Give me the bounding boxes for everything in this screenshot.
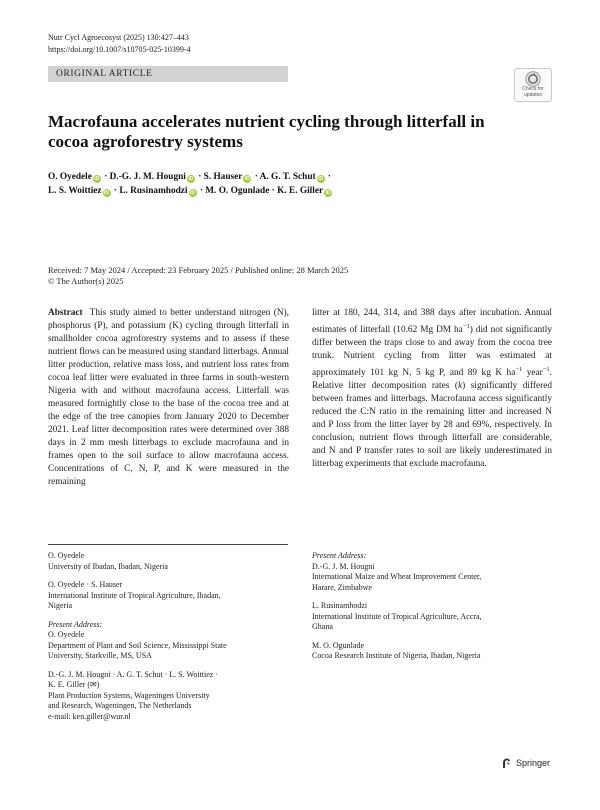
journal-citation: Nutr Cycl Agroecosyst (2025) 130:427–443: [48, 33, 189, 42]
affiliations-right: [312, 551, 557, 670]
orcid-icon[interactable]: iD: [244, 176, 250, 182]
abstract-text: ) significantly differed between frames and litterbags. Macrofauna access significantly reduced the C:N ratio in the remaining litter and increased N and P loss from the litter layer by 28 and 69%, respectively. In conclusion, nutrient flows through litterfall are considerable, and N and P transfer rates to soil are likely underestimated in litterbag experiments that exclude macrofauna.: [312, 381, 552, 470]
affiliation-names: D.-G. J. M. Hougni: [312, 561, 375, 571]
abstract-right-column: [312, 307, 552, 471]
affiliation-block: [312, 601, 557, 633]
author-separator: ·: [327, 172, 332, 182]
doi-link[interactable]: https://doi.org/10.1007/s10705-025-10399-4: [48, 45, 191, 54]
dates-line: Received: 7 May 2024 / Accepted: 23 February 2025 / Published online: 28 March 2025: [48, 265, 349, 275]
author-name[interactable]: O. Oyedele: [48, 172, 92, 182]
superscript: −1: [542, 366, 550, 374]
publication-dates: [48, 265, 348, 287]
orcid-icon[interactable]: iD: [325, 190, 331, 196]
author-separator: ·: [198, 172, 202, 182]
publisher-name: Springer: [516, 758, 551, 768]
affiliation-block: [48, 620, 298, 662]
symbol-k: k: [458, 381, 463, 392]
abstract-text: year: [522, 368, 543, 379]
author-separator: ·: [104, 172, 108, 182]
orcid-icon[interactable]: iD: [104, 190, 110, 196]
orcid-icon[interactable]: iD: [190, 190, 196, 196]
affiliation-block: [48, 580, 298, 612]
orcid-icon[interactable]: iD: [318, 176, 324, 182]
abstract-left-column: [48, 307, 289, 489]
affiliation-line: Nigeria: [48, 601, 72, 610]
affiliation-block: [312, 551, 557, 593]
affiliation-line: Harare, Zimbabwe: [312, 582, 372, 592]
author-separator: ·: [113, 186, 117, 196]
affiliation-block: [48, 551, 298, 572]
affiliation-names: L. Rusinamhodzi: [312, 601, 368, 610]
publisher-logo: [500, 757, 550, 769]
affiliation-line: and Research, Wageningen, The Netherlands: [48, 701, 192, 710]
author-name[interactable]: L. Rusinamhodzi: [119, 186, 188, 196]
author-name[interactable]: L. S. Woittiez: [48, 186, 102, 196]
check-for-updates-badge[interactable]: [514, 68, 552, 102]
affiliation-line: International Maize and Wheat Improvement Center,: [312, 572, 482, 581]
article-type-banner: [48, 66, 288, 82]
check-badge-line2: updates: [524, 91, 542, 98]
present-address-label: Present Address:: [312, 551, 367, 560]
affiliation-names: K. E. Giller (✉): [48, 680, 100, 689]
check-badge-line1: Check for: [522, 86, 544, 92]
affiliation-names: O. Oyedele: [48, 630, 85, 639]
affiliation-line: Plant Production Systems, Wageningen University: [48, 690, 210, 700]
orcid-icon[interactable]: iD: [94, 176, 100, 182]
email-link[interactable]: e-mail: ken.giller@wur.nl: [48, 711, 131, 721]
affiliation-block: [48, 670, 298, 723]
superscript: −1: [515, 366, 523, 374]
affiliation-names: M. O. Ogunlade: [312, 640, 364, 650]
author-name[interactable]: D.-G. J. M. Hougni: [109, 172, 186, 182]
superscript: −1: [462, 323, 470, 330]
affiliation-names: O. Oyedele: [48, 551, 85, 560]
abstract-text: This study aimed to better understand nitrogen (N), phosphorus (P), and potassium (K) cycling through litterfall in smallholder cocoa agroforestry systems and to assess if these nutrient flows can be measured using standard litterbags. Annual litter production, relative mass loss, and nutrient loss rates from cocoa leaf litter were evaluated in three farms in south-western Nigeria with and without macrofauna access. Litterfall was measured fortnightly close to the base of the cocoa tree and at the edge of the tree canopies from January 2020 to December 2021. Leaf litter decomposition rates were determined over 388 days in 2 mm mesh litterbags to exclude macrofauna and in frames open to the soil surface to allow macrofauna access. Concentrations of C, N, P, and K were measured in the remaining: [48, 308, 289, 487]
affiliation-line: University, Starkville, MS, USA: [48, 651, 152, 660]
present-address-label: Present Address:: [48, 619, 103, 629]
affiliations-left: [48, 551, 298, 730]
copyright-line: © The Author(s) 2025: [48, 276, 124, 286]
author-separator: ·: [199, 186, 203, 196]
author-name[interactable]: A. G. T. Schut: [259, 172, 316, 182]
abstract-heading: Abstract: [48, 308, 83, 318]
abstract-text: litter at 180, 244, 314, and 388 days after incubation. Annual estimates of litterfall (10.62 Mg DM ha: [312, 308, 552, 336]
affiliation-line: International Institute of Tropical Agriculture, Ibadan,: [48, 590, 221, 600]
author-list: [48, 170, 558, 198]
article-type-label: ORIGINAL ARTICLE: [56, 69, 153, 79]
article-title: Macrofauna accelerates nutrient cycling through litterfall in cocoa agroforestry systems: [48, 112, 485, 151]
author-name[interactable]: K. E. Giller: [277, 186, 324, 196]
abstract-text: ) did not significantly differ between the traps close to and away from the cocoa tree trunk. Nutrient cycling from litter was estimated at approximately 101 kg N, 5 kg P, and 89 kg K ha: [312, 325, 552, 379]
author-separator: ·: [271, 186, 275, 196]
affiliation-divider-left: [48, 544, 288, 545]
author-name[interactable]: S. Hauser: [203, 172, 243, 182]
affiliation-names: D.-G. J. M. Hougni · A. G. T. Schut · L. S. Woittiez ·: [48, 669, 219, 679]
abstract-text: . Relative litter decomposition rates (: [312, 368, 552, 392]
affiliation-line: Cocoa Research Institute of Nigeria, Ibadan, Nigeria: [312, 651, 481, 660]
check-for-updates-icon: [525, 71, 541, 87]
springer-horse-icon: [500, 757, 512, 769]
affiliation-block: [312, 641, 557, 662]
affiliation-names: O. Oyedele · S. Hauser: [48, 580, 123, 589]
affiliation-line: Department of Plant and Soil Science, Mississippi State: [48, 640, 227, 650]
author-separator: ·: [254, 172, 258, 182]
affiliation-line: Ghana: [312, 622, 333, 631]
affiliation-line: University of Ibadan, Ibadan, Nigeria: [48, 561, 168, 571]
author-name[interactable]: M. O. Ogunlade: [205, 186, 270, 196]
orcid-icon[interactable]: iD: [188, 176, 194, 182]
affiliation-line: International Institute of Tropical Agriculture, Accra,: [312, 611, 482, 621]
